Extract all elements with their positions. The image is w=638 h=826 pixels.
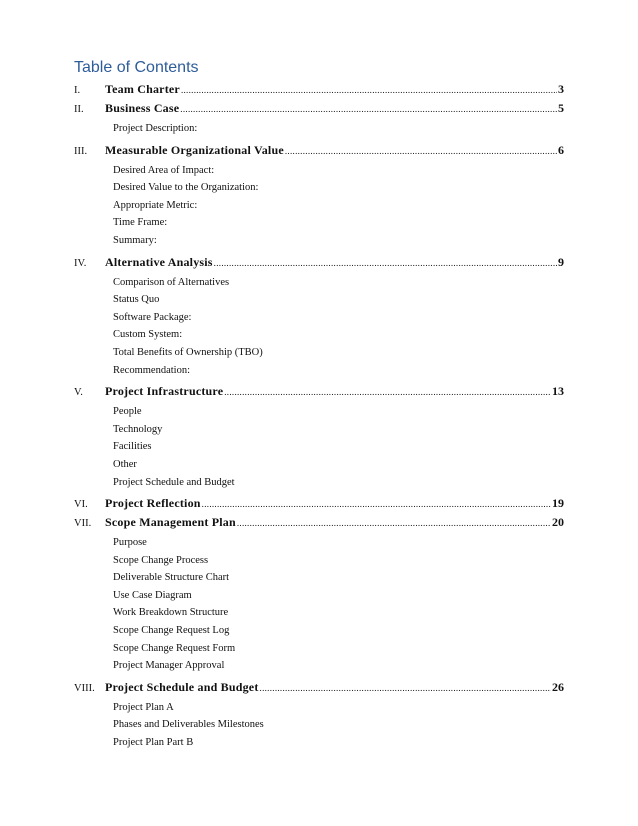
toc-entry-page-number[interactable]: 5 — [558, 101, 564, 115]
toc-subentry[interactable]: Desired Value to the Organization: — [113, 182, 259, 194]
toc-entry-numeral: I. — [74, 85, 81, 96]
toc-subentry[interactable]: Custom System: — [113, 329, 183, 341]
toc-subentry[interactable]: Project Manager Approval — [113, 660, 225, 672]
toc-subentry[interactable]: Software Package: — [113, 311, 192, 323]
toc-subentry[interactable]: Project Description: — [113, 123, 198, 134]
toc-entries — [74, 80, 564, 752]
toc-subentry[interactable]: Use Case Diagram — [113, 589, 192, 601]
toc-subentry[interactable]: Scope Change Request Form — [113, 642, 236, 654]
toc-entry-page-number[interactable]: 3 — [558, 82, 564, 96]
toc-subentry[interactable]: Technology — [113, 423, 163, 435]
toc-entry-label[interactable]: Project Schedule and Budget — [105, 679, 259, 694]
toc-subentry[interactable]: Other — [113, 458, 137, 470]
toc-entry-numeral: VI. — [74, 499, 88, 511]
toc-entry[interactable] — [74, 253, 564, 272]
toc-entry[interactable] — [74, 99, 564, 118]
toc-subentry[interactable]: Purpose — [113, 537, 147, 549]
toc-subentry[interactable]: Desired Area of Impact: — [113, 164, 215, 176]
toc-subentry[interactable]: Summary: — [113, 234, 157, 246]
toc-leader-dots — [181, 81, 557, 100]
toc-leader-dots — [285, 142, 557, 161]
toc-entry-numeral: III. — [74, 145, 88, 157]
toc-entry-page-number[interactable]: 26 — [552, 679, 564, 694]
toc-entry-label[interactable]: Project Infrastructure — [105, 384, 224, 399]
toc-subentry[interactable]: Status Quo — [113, 294, 160, 306]
toc-entry-label[interactable]: Project Reflection — [105, 496, 201, 511]
toc-entry-numeral: V. — [74, 387, 83, 399]
toc-entry-label[interactable]: Business Case — [105, 101, 180, 115]
toc-subentry[interactable]: Phases and Deliverables Milestones — [113, 719, 264, 731]
toc-subentry[interactable]: People — [113, 406, 142, 418]
toc-entry-numeral: IV. — [74, 257, 87, 269]
toc-leader-dots — [180, 100, 557, 119]
toc-subentry[interactable]: Total Benefits of Ownership (TBO) — [113, 346, 263, 358]
toc-entry-page-number[interactable]: 19 — [552, 496, 564, 511]
toc-subentry[interactable]: Deliverable Structure Chart — [113, 572, 230, 584]
toc-entry[interactable] — [74, 494, 564, 513]
toc-entry-label[interactable]: Alternative Analysis — [105, 254, 213, 269]
toc-subentry[interactable]: Appropriate Metric: — [113, 199, 198, 211]
toc-entry-label[interactable]: Measurable Organizational Value — [105, 142, 284, 157]
toc-subsection-list — [74, 274, 564, 380]
toc-entry-page-number[interactable]: 20 — [552, 515, 564, 530]
toc-subentry[interactable]: Scope Change Request Log — [113, 625, 230, 637]
toc-subsection-list — [74, 534, 564, 675]
toc-subentry[interactable]: Project Plan Part B — [113, 737, 194, 749]
toc-entry[interactable] — [74, 80, 564, 99]
toc-subsection-list — [74, 162, 564, 250]
toc-subentry[interactable]: Facilities — [113, 441, 152, 453]
toc-entry[interactable] — [74, 382, 564, 401]
toc-subentry[interactable]: Work Breakdown Structure — [113, 607, 229, 619]
toc-entry[interactable] — [74, 678, 564, 697]
toc-subsection-list — [74, 699, 564, 752]
toc-subentry[interactable]: Scope Change Process — [113, 554, 209, 566]
toc-entry-page-number[interactable]: 6 — [558, 142, 564, 157]
toc-entry[interactable] — [74, 141, 564, 160]
toc-leader-dots — [214, 254, 557, 273]
toc-entry[interactable] — [74, 513, 564, 532]
toc-entry-numeral: II. — [74, 104, 84, 115]
toc-entry-page-number[interactable]: 9 — [558, 254, 564, 269]
toc-leader-dots — [224, 383, 551, 402]
toc-subentry[interactable]: Project Plan A — [113, 701, 174, 713]
toc-entry-page-number[interactable]: 13 — [552, 384, 564, 399]
toc-leader-dots — [260, 679, 551, 698]
toc-leader-dots — [202, 495, 551, 514]
toc-subentry[interactable]: Recommendation: — [113, 364, 190, 376]
toc-subsection-list — [74, 120, 564, 138]
toc-leader-dots — [237, 514, 551, 533]
toc-subentry[interactable]: Comparison of Alternatives — [113, 276, 230, 288]
document-page — [74, 58, 564, 755]
toc-title: Table of Contents — [74, 59, 199, 76]
toc-subsection-list — [74, 403, 564, 491]
toc-entry-label[interactable]: Scope Management Plan — [105, 515, 236, 530]
toc-entry-numeral: VIII. — [74, 682, 95, 694]
toc-subentry[interactable]: Project Schedule and Budget — [113, 476, 235, 488]
toc-entry-numeral: VII. — [74, 518, 92, 530]
toc-entry-label[interactable]: Team Charter — [105, 82, 180, 96]
toc-subentry[interactable]: Time Frame: — [113, 217, 168, 229]
